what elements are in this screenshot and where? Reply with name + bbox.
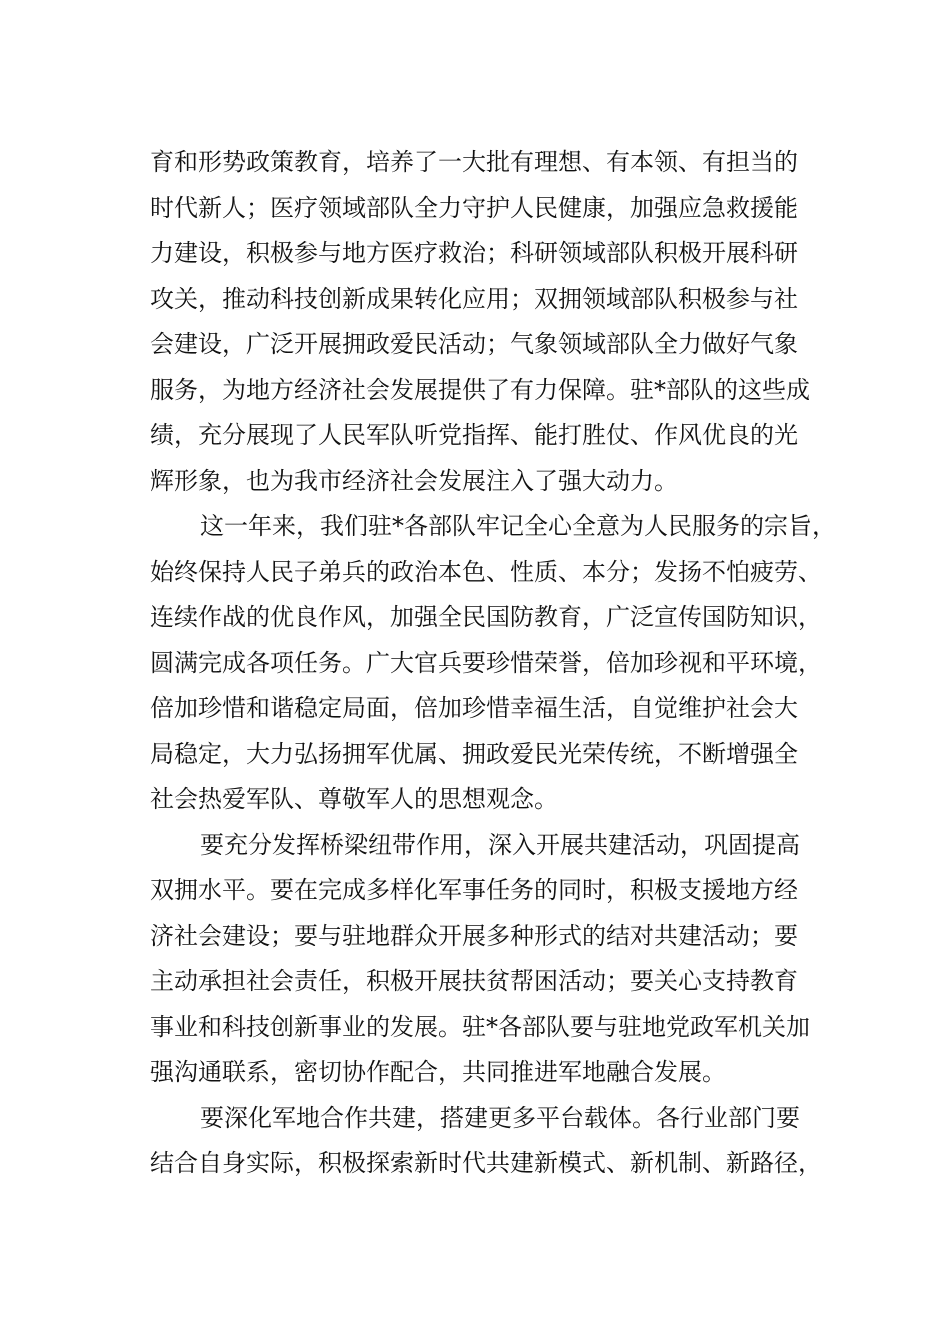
text-line: 倍加珍惜和谐稳定局面，倍加珍惜幸福生活，自觉维护社会大 (150, 694, 798, 722)
text-line: 始终保持人民子弟兵的政治本色、性质、本分；发扬不怕疲劳、 (150, 557, 822, 586)
text-line: 结合自身实际，积极探索新时代共建新模式、新机制、新路径， (150, 1149, 822, 1177)
text-line: 这一年来，我们驻*各部队牢记全心全意为人民服务的宗旨， (200, 512, 836, 540)
text-line: 服务，为地方经济社会发展提供了有力保障。驻*部队的这些成 (150, 375, 810, 404)
paragraph-bridge-role (150, 823, 830, 1096)
text-line: 攻关，推动科技创新成果转化应用；双拥领域部队积极参与社 (150, 284, 798, 313)
paragraph-this-year (150, 504, 836, 823)
text-line: 连续作战的优良作风，加强全民国防教育，广泛宣传国防知识， (150, 603, 822, 631)
text-line: 会建设，广泛开展拥政爱民活动；气象领域部队全力做好气象 (150, 330, 798, 358)
text-line: 局稳定，大力弘扬拥军优属、拥政爱民光荣传统，不断增强全 (150, 739, 798, 768)
text-line: 绩，充分展现了人民军队听党指挥、能打胜仗、作风优良的光 (150, 421, 798, 449)
paragraph-continuation (150, 140, 830, 504)
paragraph-cooperation (150, 1096, 830, 1187)
text-line: 圆满完成各项任务。广大官兵要珍惜荣誉，倍加珍视和平环境， (150, 648, 822, 677)
text-line: 要深化军地合作共建，搭建更多平台载体。各行业部门要 (200, 1103, 800, 1132)
text-line: 主动承担社会责任，积极开展扶贫帮困活动；要关心支持教育 (150, 967, 798, 995)
text-line: 要充分发挥桥梁纽带作用，深入开展共建活动，巩固提高 (200, 830, 800, 859)
text-line: 社会热爱军队、尊敬军人的思想观念。 (150, 785, 558, 813)
text-line: 辉形象，也为我市经济社会发展注入了强大动力。 (150, 466, 678, 495)
text-line: 双拥水平。要在完成多样化军事任务的同时，积极支援地方经 (150, 876, 798, 904)
text-line: 强沟通联系，密切协作配合，共同推进军地融合发展。 (150, 1058, 726, 1086)
text-line: 事业和科技创新事业的发展。驻*各部队要与驻地党政军机关加 (150, 1012, 810, 1041)
document-body (150, 140, 836, 1187)
text-line: 力建设，积极参与地方医疗救治；科研领域部队积极开展科研 (150, 239, 798, 267)
text-line: 育和形势政策教育，培养了一大批有理想、有本领、有担当的 (150, 148, 798, 176)
text-line: 时代新人；医疗领域部队全力守护人民健康，加强应急救援能 (150, 193, 798, 222)
text-line: 济社会建设；要与驻地群众开展多种形式的结对共建活动；要 (150, 921, 798, 950)
